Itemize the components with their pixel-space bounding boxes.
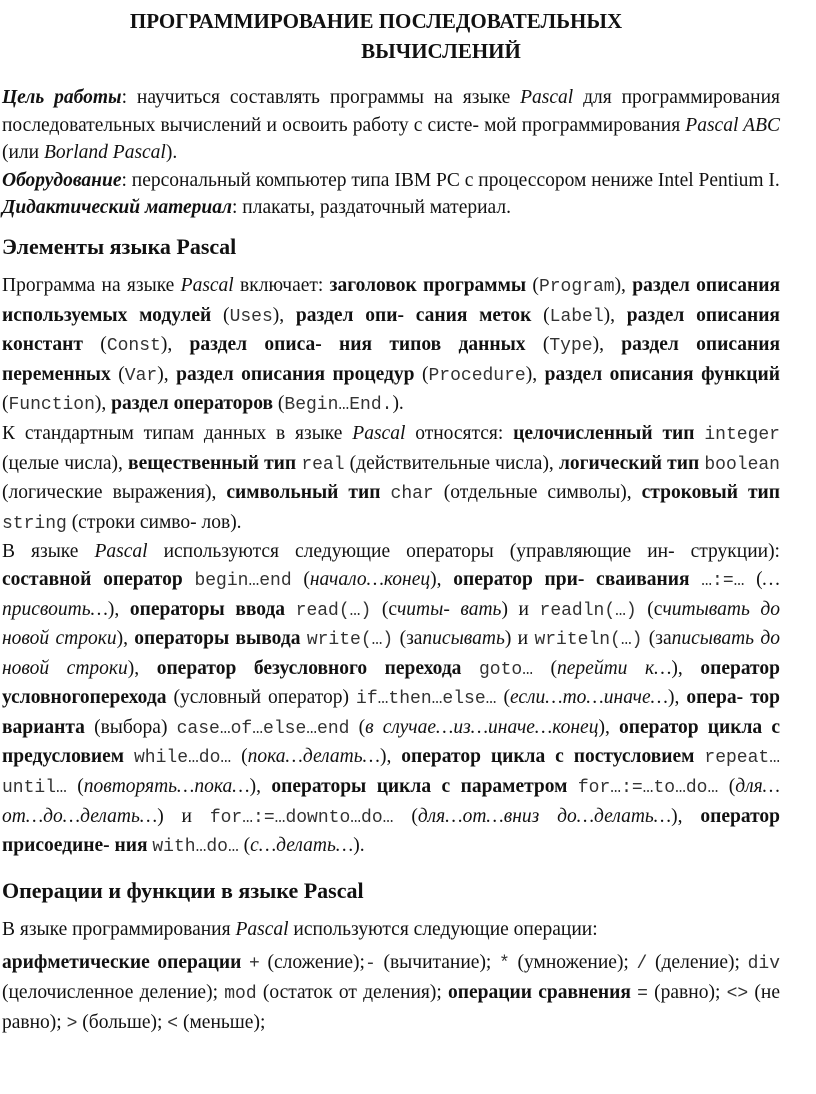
operations-intro-paragraph: [2, 916, 780, 944]
text: Pascal: [180, 274, 234, 296]
didactic-label: Дидактический материал: [2, 197, 232, 219]
text: используются следующие операторы (управляющие ин- струкции):: [147, 541, 780, 563]
term-bold: символьный тип: [226, 482, 381, 504]
text: ),: [603, 304, 627, 326]
text: ).: [392, 393, 404, 415]
text: ),: [127, 657, 157, 679]
text: (: [533, 657, 558, 679]
code-term: mod: [224, 984, 257, 1005]
text: повторять…пока…: [83, 776, 250, 798]
text: в случае…из…иначе…конец: [365, 716, 599, 738]
code-term: <: [167, 1013, 179, 1034]
term-bold: строковый тип: [641, 482, 781, 504]
term-bold: вещественный тип: [128, 452, 297, 474]
text: ),: [379, 746, 402, 768]
code-term: char: [390, 484, 434, 505]
operations-list-paragraph: [2, 949, 780, 1038]
text: [567, 776, 577, 797]
text: (: [414, 363, 429, 385]
operators-paragraph: [2, 538, 780, 862]
code-term: …:=…: [701, 570, 745, 591]
text: ),: [157, 363, 177, 385]
term-bold: раздел описания процедур: [176, 363, 415, 385]
code-term: writeln(…): [534, 630, 643, 651]
code-term: for…:=…to…do…: [577, 778, 719, 799]
code-term: write(…): [306, 630, 394, 651]
code-term: Begin…End.: [284, 395, 393, 416]
text: Pascal: [94, 541, 148, 563]
spacer: [2, 66, 780, 84]
text: (: [349, 716, 366, 738]
code-term: Label: [549, 306, 604, 327]
text: ),: [430, 568, 454, 590]
program-structure-paragraph: [2, 272, 780, 420]
text: писывать до новой строки: [2, 628, 781, 679]
code-term: Procedure: [428, 365, 526, 386]
term-bold: раздел опи- сания меток: [295, 304, 532, 326]
code-term: Function: [8, 395, 95, 416]
text: [694, 746, 704, 767]
text: (остаток от деления);: [256, 982, 449, 1004]
term-bold: заголовок программы: [329, 274, 527, 296]
text: читы- вать: [396, 598, 502, 620]
term-bold: оператор при- сваивания: [453, 568, 690, 590]
text: [241, 952, 249, 973]
text: (не равно);: [2, 982, 781, 1033]
equipment-label: Оборудование: [2, 169, 122, 191]
text: (: [66, 776, 84, 798]
text: (действительные числа),: [344, 452, 559, 474]
data-types-paragraph: [2, 420, 780, 538]
text: (: [2, 393, 9, 415]
code-term: /: [636, 954, 648, 975]
code-term: repeat…until…: [2, 748, 781, 799]
text: перейти к…: [557, 657, 672, 679]
term-bold: логический тип: [558, 452, 700, 474]
document-page: [0, 6, 816, 1094]
text: (с: [636, 598, 663, 620]
text: включает:: [233, 274, 330, 296]
code-term: Var: [124, 365, 158, 386]
text: К стандартным типам данных в языке: [2, 422, 353, 444]
code-term: while…do…: [134, 748, 232, 769]
text: (равно);: [647, 982, 727, 1004]
text: ),: [614, 274, 633, 296]
text: ),: [94, 393, 112, 415]
text: относятся:: [405, 422, 514, 444]
text: [124, 746, 134, 767]
text: [461, 658, 479, 679]
text: (целые числа),: [2, 452, 129, 474]
code-term: =: [637, 984, 648, 1005]
text: ),: [592, 334, 622, 356]
text: (: [531, 304, 550, 326]
text: …присвоить…: [2, 568, 781, 620]
section-heading-operations: Операции и функции в языке Pascal: [2, 877, 364, 903]
code-term: Program: [538, 276, 615, 297]
text: ),: [667, 687, 687, 709]
code-term: -: [364, 954, 376, 975]
text: (меньше);: [178, 1011, 266, 1033]
term-bold: оператор условного: [2, 657, 780, 709]
term-bold: опера- тор варианта: [2, 687, 780, 738]
term-bold: раздел описания констант: [2, 304, 780, 356]
text: (: [718, 776, 736, 798]
text: (: [273, 393, 285, 415]
text: (вычитание);: [375, 952, 500, 974]
text: [695, 423, 705, 444]
term-bold: оператор цикла с предусловием: [2, 716, 780, 768]
text: (: [110, 363, 125, 385]
text: (с: [371, 598, 397, 620]
goal-label: Цель работы: [2, 87, 122, 108]
term-bold: оператор цикла с постусловием: [401, 746, 695, 768]
term-bold: составной оператор: [2, 568, 183, 590]
term-bold: раздел операторов: [111, 393, 274, 415]
text: ) и: [501, 598, 540, 620]
text: ) и: [504, 628, 535, 650]
code-term: string: [2, 513, 67, 534]
text: (логические выражения),: [2, 482, 227, 504]
goal-paragraph: [2, 84, 780, 167]
code-term: <>: [726, 984, 749, 1005]
text: ),: [116, 628, 135, 650]
term-bold: операторы вывода: [134, 628, 301, 650]
term-bold: целочисленный тип: [513, 422, 695, 444]
term-bold: раздел описания переменных: [2, 334, 781, 385]
term-bold: арифметические операции: [2, 952, 242, 974]
term-bold: оператор безусловного перехода: [156, 657, 462, 679]
text: ),: [598, 716, 619, 738]
code-term: boolean: [704, 454, 780, 475]
text: В языке программирования: [2, 918, 236, 940]
code-term: begin…end: [194, 570, 292, 591]
text: (: [393, 805, 418, 827]
text: писывать: [422, 628, 505, 650]
text: ),: [107, 598, 130, 620]
text: Pascal: [352, 422, 406, 444]
term-bold: операции сравнения: [448, 982, 631, 1004]
page-title: [2, 6, 780, 66]
code-term: with…do…: [152, 837, 239, 858]
term-bold: операторы ввода: [129, 598, 286, 620]
term-bold: раздел описа- ния типов данных: [189, 334, 526, 356]
code-term: if…then…else…: [356, 689, 497, 710]
text: В языке: [2, 541, 95, 563]
text: : плакаты, раздаточный материал.: [232, 197, 511, 219]
text: (строки симво- лов).: [66, 511, 242, 533]
text: [183, 569, 195, 590]
text: (сложение);: [259, 952, 365, 974]
text: ),: [525, 363, 545, 385]
text: ),: [671, 657, 701, 679]
text: Pascal ABC: [685, 114, 780, 136]
text: (выбора): [84, 716, 177, 738]
text: ) и: [157, 805, 210, 827]
term-bold: раздел описания используемых модулей: [2, 274, 781, 326]
text: [690, 569, 702, 590]
text: (за: [393, 628, 423, 650]
text: : научиться составлять программы на языке: [121, 87, 521, 108]
term-bold: перехода: [89, 687, 167, 709]
text: для…от…вниз до…делать…: [417, 805, 672, 827]
text: Программа на языке: [2, 274, 181, 296]
text: (за: [642, 628, 672, 650]
text: Pascal: [235, 918, 289, 940]
section-heading-elements: Элементы языка Pascal: [2, 233, 237, 259]
code-term: real: [301, 454, 345, 475]
code-term: Type: [549, 336, 593, 357]
text: читывать до новой строки: [2, 598, 781, 650]
text: ).: [353, 835, 365, 857]
term-bold: оператор присоедине- ния: [2, 805, 780, 857]
text: (целочисленное деление);: [2, 982, 225, 1004]
text: ),: [160, 334, 190, 356]
text: [285, 599, 296, 620]
text: (: [238, 835, 251, 857]
didactic-paragraph: [2, 194, 780, 222]
text: с…делать…: [250, 835, 354, 857]
text: ),: [272, 304, 296, 326]
text: для…от…до…делать…: [2, 776, 780, 827]
text: Pascal: [520, 87, 574, 108]
text: (: [291, 568, 310, 590]
title-line-1: ПРОГРАММИРОВАНИЕ ПОСЛЕДОВАТЕЛЬНЫХ: [129, 9, 623, 33]
code-term: goto…: [478, 659, 533, 680]
code-term: *: [499, 954, 510, 975]
text: (: [231, 746, 248, 768]
text: ).: [165, 142, 178, 164]
text: (: [526, 274, 539, 296]
text: [380, 482, 390, 503]
code-term: div: [747, 954, 780, 975]
text: (: [744, 568, 763, 590]
text: (отдельные символы),: [433, 482, 642, 504]
equipment-paragraph: [2, 167, 780, 195]
text: (умножение);: [509, 952, 637, 974]
code-term: Const: [106, 336, 161, 357]
code-term: +: [249, 954, 260, 975]
text: (: [83, 334, 107, 356]
term-bold: операторы цикла с параметром: [271, 776, 568, 798]
term-bold: раздел описания функций: [544, 363, 780, 385]
text: пока…делать…: [247, 746, 380, 768]
text: (: [211, 304, 230, 326]
text: (больше);: [77, 1011, 168, 1033]
text: : персональный компьютер типа IBM PC с процессором нениже Intel Pentium I.: [121, 169, 780, 191]
text: для программирования последовательных вычислений и освоить работу с систе- мой программирования: [2, 87, 781, 136]
text: начало…конец: [309, 568, 431, 590]
code-term: integer: [704, 424, 780, 445]
code-term: Uses: [229, 306, 273, 327]
text: ),: [249, 776, 272, 798]
title-line-2: ВЫЧИСЛЕНИЙ: [361, 39, 521, 63]
text: (или: [2, 142, 44, 164]
text: (условный оператор): [166, 687, 357, 709]
text: (деление);: [647, 952, 748, 974]
text: Borland Pascal: [43, 142, 166, 164]
code-term: >: [66, 1013, 78, 1034]
text: если…то…иначе…: [509, 687, 668, 709]
text: (: [496, 687, 510, 709]
text: используются следующие операции:: [288, 918, 598, 940]
code-term: readln(…): [539, 600, 637, 621]
text: ),: [671, 805, 701, 827]
text: (: [525, 334, 550, 356]
code-term: read(…): [295, 600, 372, 621]
code-term: case…of…else…end: [176, 718, 350, 739]
code-term: for…:=…downto…do…: [209, 807, 394, 828]
